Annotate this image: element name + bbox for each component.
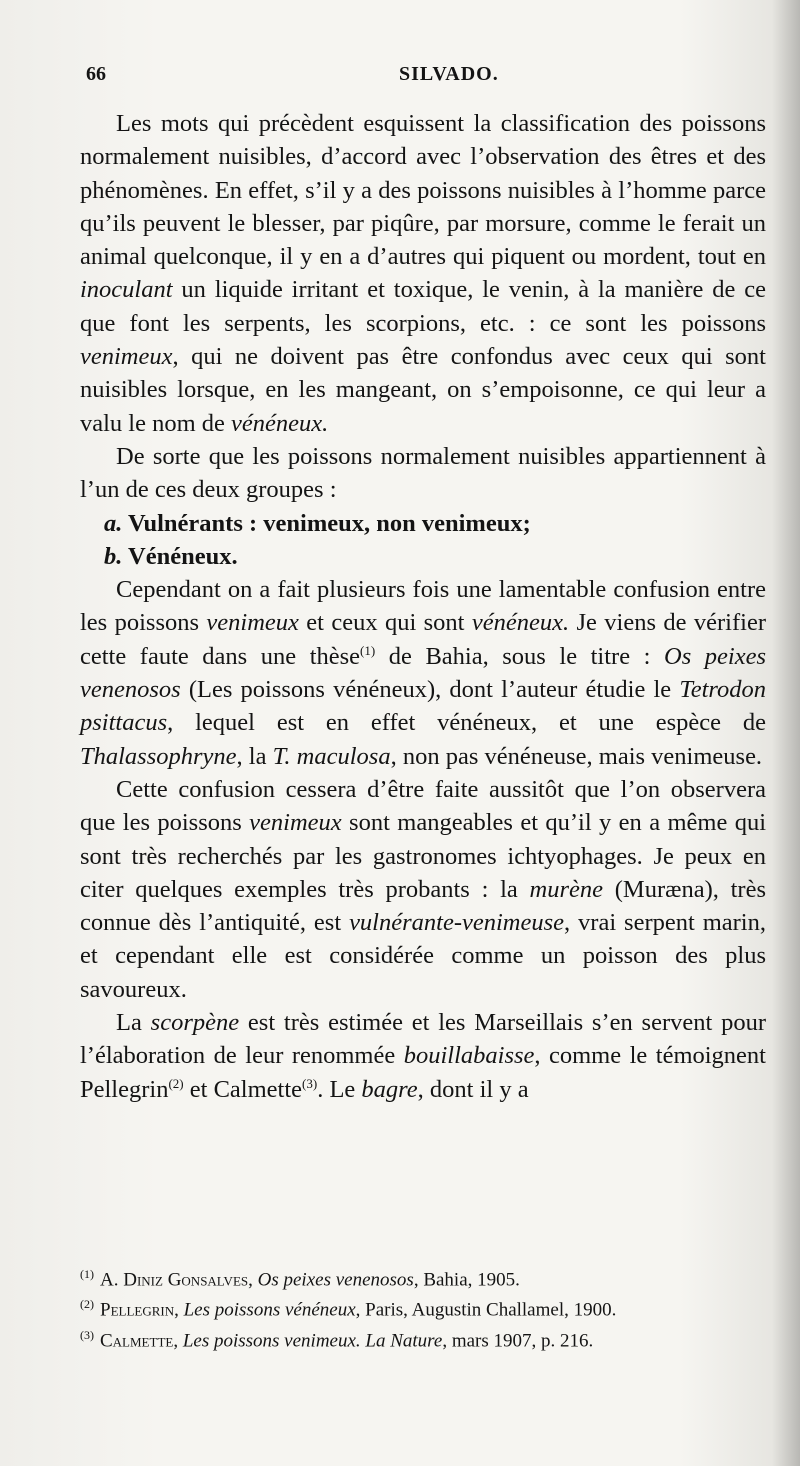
text-run: Vénéneux. <box>122 542 238 570</box>
list-item <box>80 507 766 540</box>
paragraph <box>80 440 766 507</box>
paragraph <box>80 773 766 1006</box>
text-run: De sorte que les poissons normalement nuisibles appartiennent à l’un de ces deux groupes : <box>80 442 766 504</box>
text-run: , qui ne doivent pas être confondus avec ceux qui sont nuisibles lorsque, en les mangeant, on s’empoisonne, ce qui leur a valu le nom de <box>80 343 766 437</box>
text-run: , <box>174 1299 184 1321</box>
footnote <box>80 1262 770 1292</box>
text-run: Calmette <box>100 1329 174 1351</box>
text-run: , Bahia, 1905. <box>413 1269 520 1291</box>
text-run: scorpène <box>150 1009 240 1037</box>
text-run: Thalassophryne <box>80 742 237 770</box>
text-run: , comme le témoignent Pellegrin <box>80 1042 766 1103</box>
text-run: Je viens de vérifier cette faute dans une thèse <box>80 609 766 670</box>
text-run: , Paris, Augustin Challamel, 1900. <box>355 1299 617 1321</box>
text-run: , <box>173 1329 183 1351</box>
page-edge-shadow <box>772 0 800 1466</box>
text-run: Cependant on a fait plusieurs fois une lamentable confusion entre les poissons <box>80 576 766 637</box>
text-run: (Muræna), très connue dès l’antiquité, est <box>80 875 766 937</box>
text-run: est très estimée et les Marseillais s’en servent pour l’élaboration de leur renommée <box>80 1009 767 1070</box>
footnotes <box>80 1262 770 1353</box>
text-run: b. <box>104 542 123 570</box>
text-run: , <box>248 1269 258 1291</box>
footnote-reference: (2) <box>168 1075 184 1091</box>
text-run: (Les poissons vénéneux), dont l’auteur étudie le <box>180 676 680 704</box>
footnote <box>80 1292 770 1322</box>
text-run: un liquide irritant et toxique, le venin, à la manière de ce que font les serpents, les scorpions, etc. : ce sont les poissons <box>80 276 766 337</box>
text-run: de Bahia, sous le titre : <box>375 642 664 670</box>
footnote-number: (1) <box>80 1267 94 1281</box>
text-run: Os peixes venenosos <box>257 1269 414 1291</box>
text-run: La <box>116 1009 151 1037</box>
text-run: Les poissons vénéneux <box>183 1299 356 1321</box>
text-run: vulnérante-venimeuse <box>349 909 565 937</box>
text-run: Diniz Gonsalves <box>123 1269 249 1291</box>
text-run: venimeux <box>206 609 299 637</box>
text-run: vénéneux. <box>471 609 570 637</box>
text-run: inoculant <box>80 276 173 304</box>
text-run: Les poissons venimeux. La Nature <box>182 1329 443 1351</box>
footnote-number: (3) <box>80 1327 94 1342</box>
page-header <box>80 63 768 93</box>
text-run: Pellegrin <box>100 1299 175 1321</box>
text-run: , vrai serpent marin, et cependant elle est considérée comme un poisson des plus savoureux. <box>80 909 766 1003</box>
text-run: T. maculosa <box>272 742 391 770</box>
page-number: 66 <box>86 63 106 85</box>
paragraph <box>80 1006 766 1106</box>
text-run: bagre <box>361 1075 418 1103</box>
text-run: Tetrodon psittacus <box>80 676 766 737</box>
footnote <box>80 1323 770 1353</box>
text-run: et Calmette <box>183 1075 303 1103</box>
body-text <box>80 107 766 1106</box>
text-run: . Le <box>317 1075 362 1103</box>
text-run: , lequel est en effet vénéneux, et une espèce de <box>167 709 766 737</box>
text-run: venimeux <box>249 809 342 837</box>
list-item <box>80 540 766 573</box>
running-title: SILVADO. <box>399 63 499 85</box>
text-run: bouillabaisse <box>403 1042 535 1070</box>
text-run: , la <box>236 742 273 770</box>
text-run: , dont il y a <box>417 1075 529 1103</box>
footnote-reference: (1) <box>360 642 376 658</box>
text-run: A. <box>100 1269 124 1291</box>
paragraph <box>80 573 766 773</box>
text-run: Vulnérants : venimeux, non venimeux; <box>122 509 531 537</box>
text-run: Cette confusion cessera d’être faite aussitôt que l’on observera que les poissons <box>80 775 766 837</box>
text-run: Os peixes venenosos <box>80 642 766 704</box>
text-run: et ceux qui sont <box>298 609 472 637</box>
text-run: venimeux <box>80 343 173 371</box>
text-run: sont mangeables et qu’il y en a même qui sont très recherchés par les gastronomes ichtyophages. Je peux en citer quelques exemples très probants : la <box>80 809 767 903</box>
text-run: vénéneux. <box>231 409 329 437</box>
footnote-number: (2) <box>80 1297 94 1312</box>
text-run: , mars 1907, p. 216. <box>442 1329 594 1351</box>
text-run: a. <box>104 509 123 537</box>
text-run: murène <box>529 875 604 903</box>
footnote-reference: (3) <box>302 1075 318 1091</box>
text-run: , non pas vénéneuse, mais venimeuse. <box>390 742 763 770</box>
text-run: Les mots qui précèdent esquissent la classification des poissons normalement nuisibles, d’accord avec l’observation des êtres et des phénomènes. En effet, s’il y a des poissons nuisibles à l’homme parce qu’ils peuvent le blesser, par piqûre, par morsure, comme le ferait un animal quelconque, il y en a d’autres qui piquent ou mordent, tout en <box>80 110 766 271</box>
paragraph <box>80 107 766 440</box>
